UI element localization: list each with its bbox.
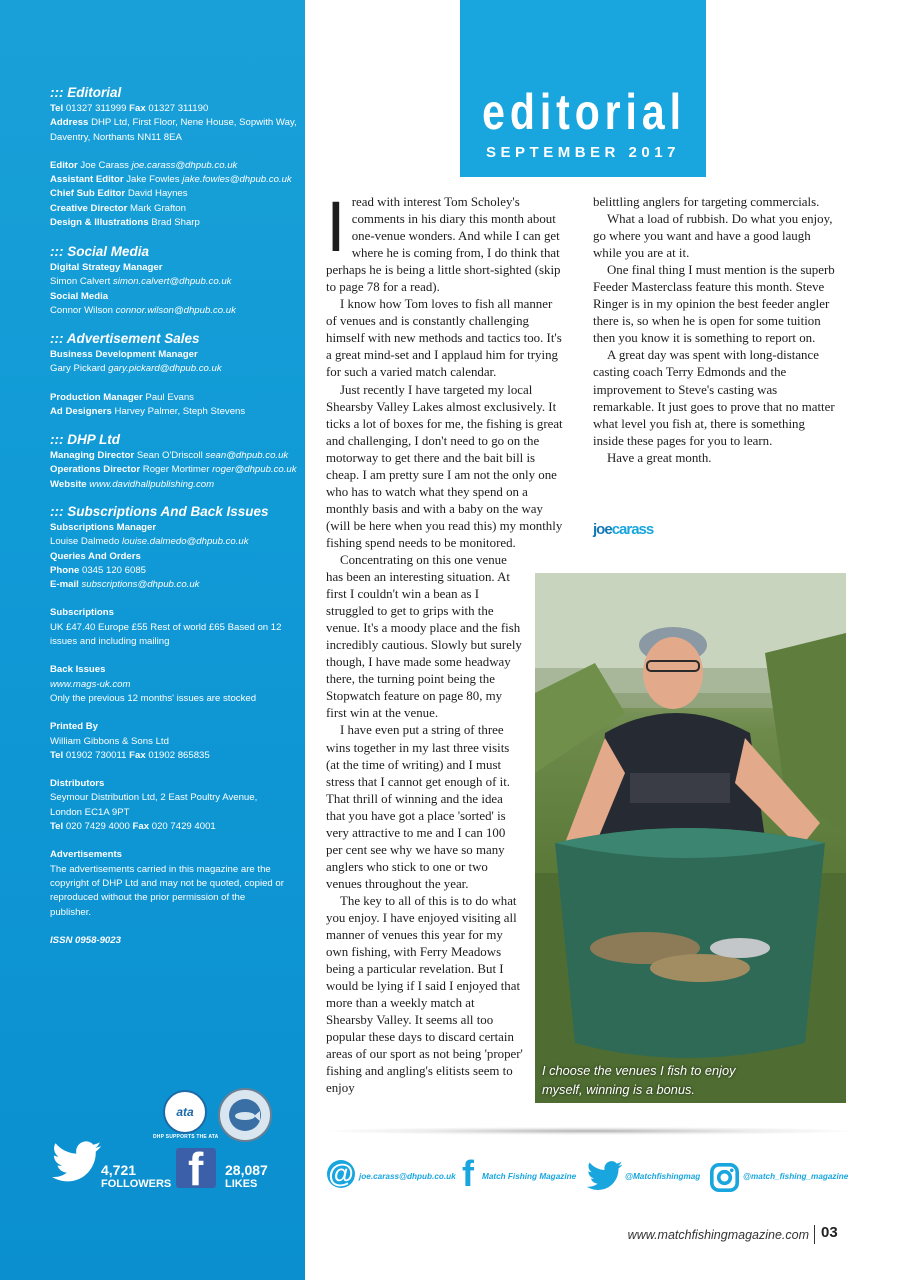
footer-facebook-link[interactable]: Match Fishing Magazine [482,1172,577,1181]
ata-supports-text: DHP SUPPORTS THE ATA [153,1134,219,1140]
facebook-logo-icon: f [176,1148,216,1188]
drop-cap: I [326,188,346,267]
twitter-follower-count: 4,721 [101,1162,137,1178]
staff-editor: Editor Joe Carass joe.carass@dhpub.co.uk [50,159,238,171]
facebook-like-count: 28,087 [225,1162,268,1178]
social-media-contacts: ::: Social Media Digital Strategy Manager Simon Calvert simon.calvert@dhpub.co.uk Social Media Connor Wilson connor.wilson@dhpub.co.uk [50,244,300,318]
article-paragraph: I know how Tom loves to fish all manner of venues and is constantly challenging himself with new methods and tactics too. It's a great mind-set and I applaud him for trying for such a varied match calendar. [326,297,562,380]
ad-sales-contacts: ::: Advertisement Sales Business Development Manager Gary Pickard gary.pickard@dhpub.co.uk Production Manager Paul Evans Ad Designers Harvey Palmer, Steph Stevens [50,331,300,419]
page-title-box [460,0,706,177]
staff-chief-sub: Chief Sub Editor David Haynes [50,188,188,200]
article-column-2 [593,194,837,467]
article-paragraph: Iread with interest Tom Scholey's comments in his diary this month about one-venue wonders. And while I can get where he is coming from, I do think that perhaps he is being a little short-sighted (skip to page 78 for a read). [326,188,561,295]
fishing-seal-logo [218,1088,272,1142]
article-column-1 [326,188,564,1097]
article-paragraph: I have even put a string of three wins together in my last three visits (at the time of writing) and I must stress that I cannot get enough of it. That thrill of winning and the idea that you have got a place 'sorted' is very attractive to me and I can 100 per cent see why we have so many anglers who stick to one or two venues throughout the year. [326,723,511,891]
fish-emblem-icon [227,1097,263,1133]
footer-twitter-link[interactable]: @Matchfishingmag [625,1172,701,1181]
article-paragraph: One final thing I must mention is the superb Feeder Masterclass feature this month. Steve Ringer is in my opinion the best feeder angler there is, so when he is open for some tuition then you know it is something to report on. [593,263,835,346]
article-paragraph: Just recently I have targeted my local Shearsby Valley Lakes almost exclusively. It ticks a lot of boxes for me, the fishing is great and challenging, I don't need to go on the motorway to get there and the bait bill is cheap. I am pretty sure I am not the only one who has to watch what they spend on a monthly basis and with a baby on the way (will be here when you read this) my monthly fishing spend needs to be monitored. [326,382,563,550]
twitter-bird-icon [52,1141,102,1183]
page-number: 03 [821,1224,838,1241]
instagram-icon [710,1163,739,1192]
section-title-ad-sales: ::: Advertisement Sales [50,331,200,346]
twitter-icon [587,1161,623,1191]
angler-with-fish-image [535,573,846,1103]
photo-caption: I choose the venues I fish to enjoy myself, winning is a bonus. [542,1063,736,1097]
editor-signature: joecarass [593,521,654,538]
masthead-sidebar [0,0,305,1280]
article-paragraph: The key to all of this is to do what you enjoy. I have enjoyed visiting all manner of venues this year for my own fishing, with Ferry Meadows being a particular revelation. But I would be lying if I said I enjoyed that more than a weekly match at Shearsby Valley. It seems all too popular these days to discard certain areas of our sport as not being 'proper' fishing and angling's elitists seem to enjoy [326,893,523,1096]
dhp-contacts: ::: DHP Ltd Managing Director Sean O'Driscoll sean@dhpub.co.uk Operations Director Roger Mortimer roger@dhpub.co.uk Website www.davidhallpublishing.com [50,432,300,492]
article-paragraph: Have a great month. [607,450,712,465]
article-paragraph: What a load of rubbish. Do what you enjoy, go where you want and have a good laugh while you are at it. [593,212,833,261]
twitter-follower-label: FOLLOWERS [101,1178,172,1190]
facebook-icon: f [462,1153,474,1194]
section-title-subscriptions: ::: Subscriptions And Back Issues [50,504,269,519]
subscriptions-contacts: ::: Subscriptions And Back Issues Subscriptions Manager Louise Dalmedo louise.dalmedo@dhpub.co.uk Queries And Orders Phone 0345 120 6085 E-mail subscriptions@dhpub.co.uk Subscriptions UK £47.40 Europe £55 Rest of world £65 Based on 12 issues and including mailing Back Issues www.mags-uk.com Only the previous 12 months' issues are stocked Printed By William Gibbons & Sons Ltd Tel 01902 730011 Fax 01902 865835 Distributors Seymour Distribution Ltd, 2 East Poultry Avenue, London EC1A 9PT Tel 020 7429 4000 Fax 020 7429 4001 Advertisements The advertisements carried in this magazine are the copyright of DHP Ltd and may not be quoted, copied or reproduced without the prior permission of the publisher. ISSN 0958-9023 [50,504,300,948]
website-url[interactable]: www.matchfishingmagazine.com [627,1228,809,1242]
issn: ISSN 0958-9023 [50,934,121,946]
article-paragraph: belittling anglers for targeting commercials. [593,195,820,209]
page-number-divider [814,1225,815,1244]
issue-date: SEPTEMBER 2017 [486,144,680,161]
staff-creative-director: Creative Director Mark Grafton [50,202,186,214]
page-title: editorial [482,84,686,140]
email-at-icon: @ [328,1158,354,1188]
section-title-social: ::: Social Media [50,244,150,259]
section-title-dhp: ::: DHP Ltd [50,432,120,447]
article-paragraph: Concentrating on this one venue has been an interesting situation. At first I couldn't win a bean as I struggled to get to grips with the venue. It's a moody place and the fish incredibly cautious. Slowly but surely though, I have made some headway there, the turning point being the Stopwatch feature on page 80, my first win at the venue. [326,552,522,721]
staff-design: Design & Illustrations Brad Sharp [50,217,200,229]
facebook-like-label: LIKES [225,1178,258,1190]
section-title-editorial: ::: Editorial [50,85,122,100]
footer-instagram-link[interactable]: @match_fishing_magazine [743,1172,849,1181]
angler-photo [535,573,846,1103]
footer-email-link[interactable]: joe.carass@dhpub.co.uk [359,1172,456,1181]
editorial-contacts: ::: Editorial Tel 01327 311999 Fax 01327 311190 Address DHP Ltd, First Floor, Nene House, Sopwith Way, Daventry, Northants NN11 8EA Editor Joe Carass joe.carass@dhpub.co.uk Assistant Editor Jake Fowles jake.fowles@dhpub.co.uk Chief Sub Editor David Haynes Creative Director Mark Grafton Design & Illustrations Brad Sharp [50,85,300,230]
footer-divider [330,1127,850,1135]
staff-assistant-editor: Assistant Editor Jake Fowles jake.fowles@dhpub.co.uk [50,174,292,186]
article-paragraph: A great day was spent with long-distance casting coach Terry Edmonds and the improvement to Steve's casting was remarkable. It just goes to prove that no matter what level you fish at, there is something inside these pages for you to learn. [593,348,835,448]
ata-logo: ata [163,1090,207,1134]
